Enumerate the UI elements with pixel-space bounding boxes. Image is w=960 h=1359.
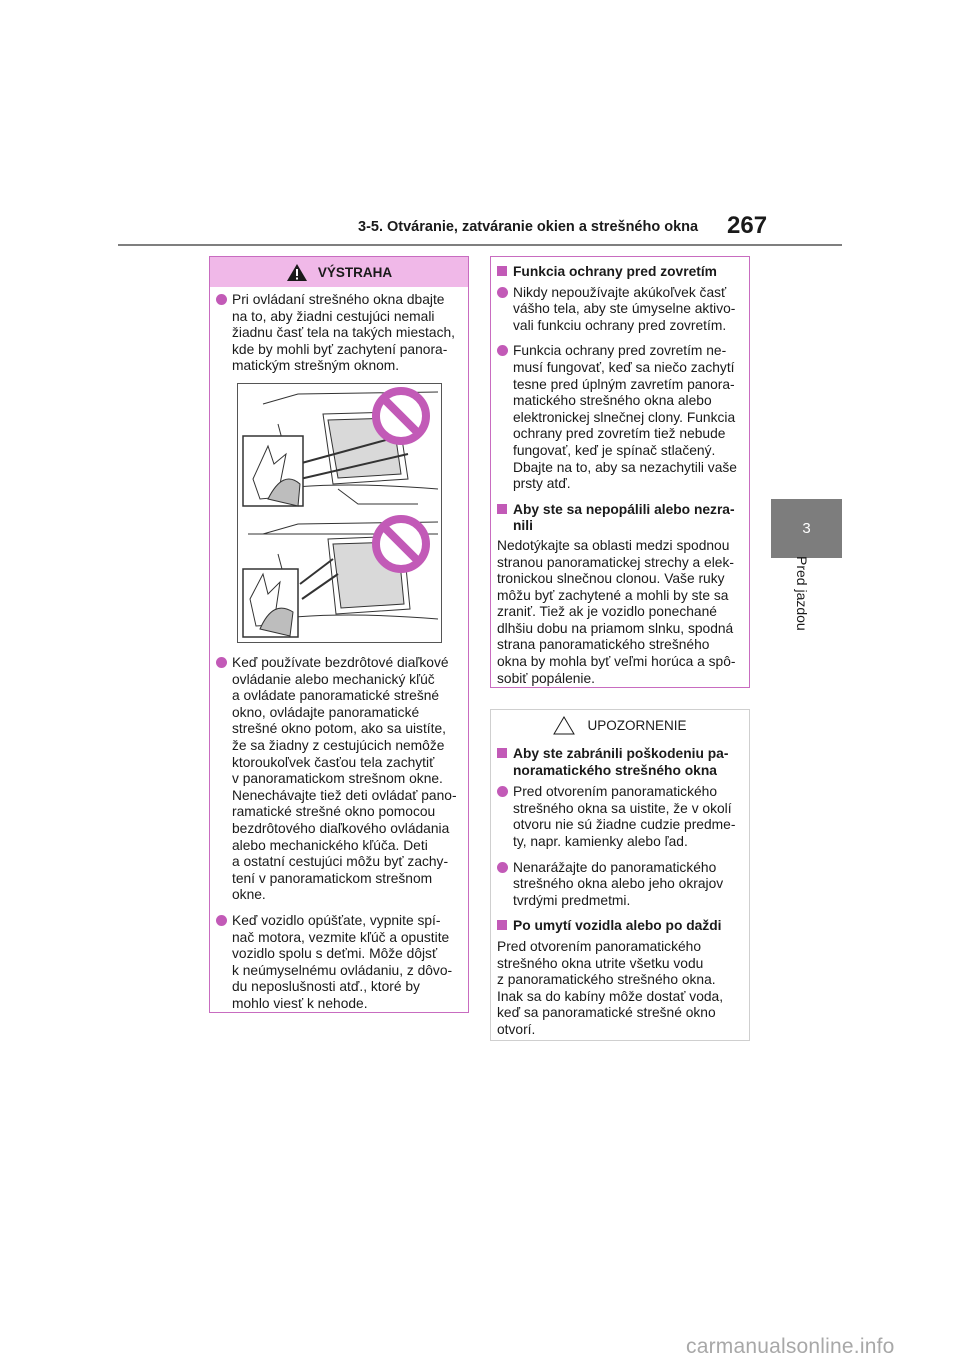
square-marker xyxy=(497,748,507,758)
warning-triangle-icon xyxy=(286,263,308,282)
caution-triangle-icon xyxy=(553,716,575,735)
caution-title: UPOZORNENIE xyxy=(587,717,687,733)
after-wash-heading: Po umytí vozidla alebo po daždi xyxy=(497,918,743,935)
warning-header xyxy=(210,257,468,287)
warning-bullet-1: Pri ovládaní strešného okna dbajte na to, aby žiadni cestujúci nemali žiadnu časť tela na takých miestach, kde by mohli byť zachytení panora- matickým strešným oknom. xyxy=(216,292,462,375)
bullet-dot xyxy=(497,287,508,298)
bullet-dot xyxy=(497,862,508,873)
chapter-label: Pred jazdou xyxy=(794,556,810,631)
roof-illustration xyxy=(237,383,442,643)
watermark: carmanualsonline.info xyxy=(686,1335,895,1358)
bullet-dot xyxy=(216,294,227,305)
square-marker xyxy=(497,504,507,514)
page-number: 267 xyxy=(727,212,768,239)
warning-bullet-2: Keď používate bezdrôtové diaľkové ovládanie alebo mechanický kľúč a ovládate panoramatické strešné okno, ovládajte panoramatické strešné okno potom, ako sa uistíte, že sa žiadny z cestujúcich nemôže ktoroukoľvek časťou tela zachytiť v panoramatickom strešnom okne. Nenechávajte tiež deti ovládať pano- ramatické strešné okno pomocou bezdrôtového diaľkového ovládania alebo mechanického kľúča. Deti a ostatní cestujúci môžu byť zachy- tení v panoramatickom strešnom okne. xyxy=(216,655,474,904)
after-wash-paragraph: Pred otvorením panoramatického strešného okna utrite všetku vodu z panoramatického strešného okna. Inak sa do kabíny môže dostať voda, keď sa panoramatické strešné okno otvorí. xyxy=(497,938,724,1037)
square-marker xyxy=(497,920,507,930)
pinch-bullet-1: Nikdy nepoužívajte akúkoľvek časť vášho tela, aby ste úmyselne aktivo- vali funkciu ochrany pred zovretím. xyxy=(497,285,743,335)
caution-bullet-1: Pred otvorením panoramatického strešného okna sa uistite, že v okolí otvoru nie sú žiadne cudzie predme- ty, napr. kamienky alebo ľad. xyxy=(497,784,743,850)
warning-continuation-box xyxy=(490,256,750,688)
bullet-dot xyxy=(497,345,508,356)
caution-box xyxy=(490,709,750,1041)
chapter-tab[interactable] xyxy=(771,499,842,558)
burn-heading: Aby ste sa nepopálili alebo nezra- nili xyxy=(497,502,743,535)
section-title: 3-5. Otváranie, zatváranie okien a strešného okna xyxy=(358,219,699,235)
square-marker xyxy=(497,266,507,276)
roof-illustration-drawing xyxy=(238,384,441,642)
bullet-dot xyxy=(216,657,227,668)
warning-title: VÝSTRAHA xyxy=(317,264,393,280)
prohibition-icon xyxy=(376,391,426,441)
warning-box xyxy=(209,256,469,1013)
chapter-number: 3 xyxy=(802,520,811,537)
prohibition-icon xyxy=(376,519,426,569)
bullet-dot xyxy=(497,786,508,797)
header-divider xyxy=(118,244,842,246)
damage-heading: Aby ste zabránili poškodeniu pa- noramatického strešného okna xyxy=(497,746,743,779)
caution-header xyxy=(491,710,749,740)
burn-paragraph: Nedotýkajte sa oblasti medzi spodnou stranou panoramatickej strechy a elek- tronickou slnečnou clonou. Vaše ruky môžu byť zachytené a mohli by ste sa zraniť. Tiež ak je vozidlo ponechané dlhšiu dobu na priamom slnku, spodná strana panoramatického strešného okna by mohla byť veľmi horúca a spô- sobiť popálenie. xyxy=(497,537,736,686)
bullet-dot xyxy=(216,915,227,926)
caution-bullet-2: Nenarážajte do panoramatického strešného okna alebo jeho okrajov tvrdými predmetmi. xyxy=(497,860,743,910)
pinch-protection-heading: Funkcia ochrany pred zovretím xyxy=(497,264,743,281)
warning-bullet-3: Keď vozidlo opúšťate, vypnite spí- nač motora, vezmite kľúč a opustite vozidlo spolu s deťmi. Môže dôjsť k neúmyselnému ovládaniu, z dôvo- du neposlušnosti atď., ktoré by mohlo viesť k nehode. xyxy=(216,913,474,1013)
pinch-bullet-2: Funkcia ochrany pred zovretím ne- musí fungovať, keď sa niečo zachytí tesne pred úplným zavretím panora- matického strešného okna alebo elektronickej slnečnej clony. Funkcia ochrany pred zovretím tiež nebude fungovať, keď je spínač stlačený. Dbajte na to, aby sa nezachytili vaše prsty atď. xyxy=(497,343,743,492)
